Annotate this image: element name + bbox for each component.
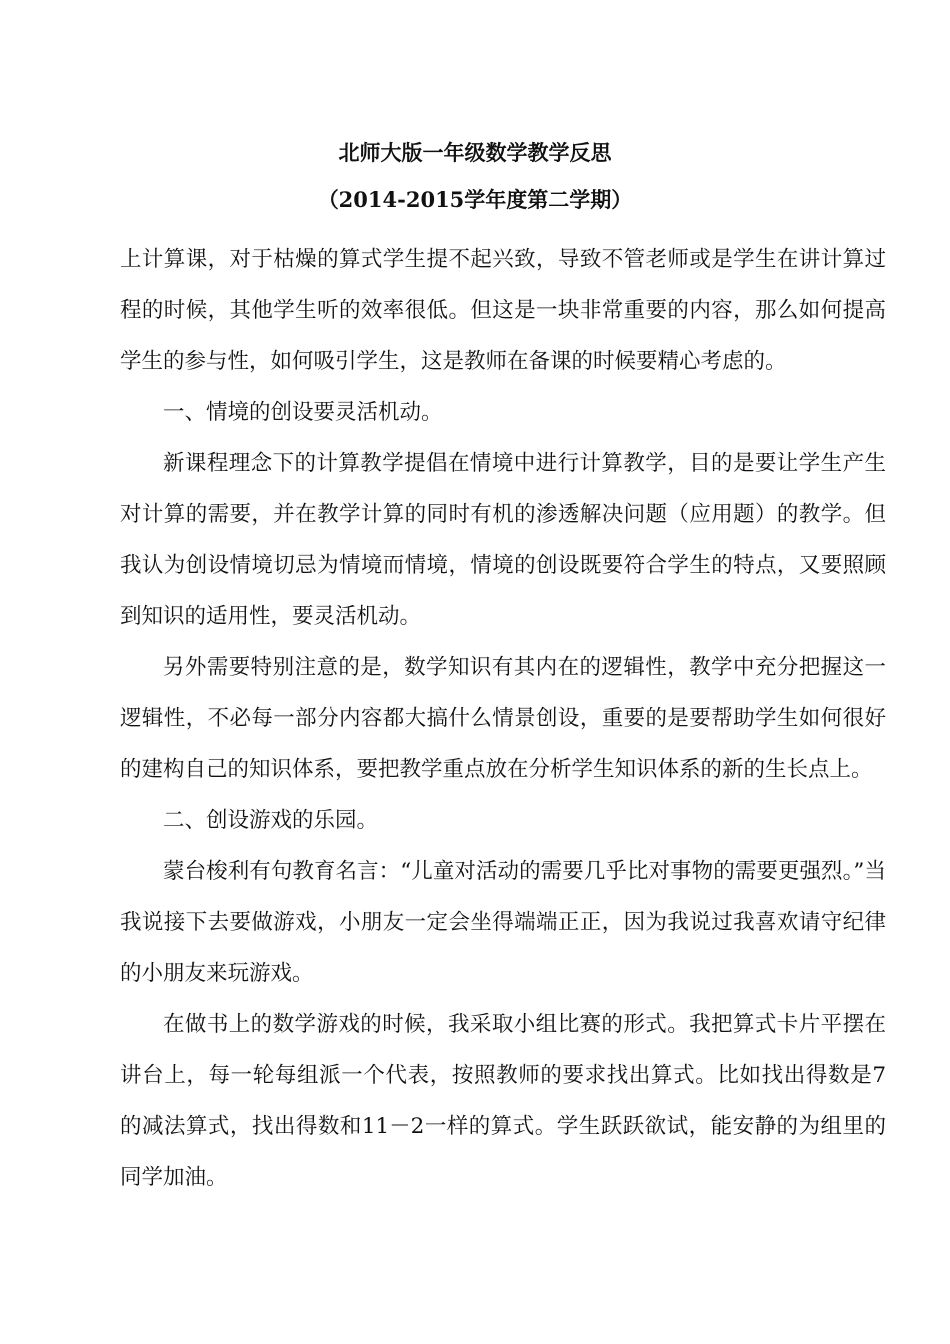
paragraph-section-2: 蒙台梭利有句教育名言：“儿童对活动的需要几乎比对事物的需要更强烈。”当我说接下去要做游戏，小朋友一定会坐得端端正正，因为我说过我喜欢请守纪律的小朋友来玩游戏。 xyxy=(120,859,886,986)
paragraph-section-1: 新课程理念下的计算教学提倡在情境中进行计算教学，目的是要让学生产生对计算的需要，并在教学计算的同时有机的渗透解决问题（应用题）的教学。但我认为创设情境切忌为情境而情境，情境的创设既要符合学生的特点，又要照顾到知识的适用性，要灵活机动。 xyxy=(120,451,886,629)
section-heading-1: 一、情境的创设要灵活机动。 xyxy=(163,400,443,425)
paragraph-section-2-extra: 在做书上的数学游戏的时候，我采取小组比赛的形式。我把算式卡片平摆在讲台上，每一轮每组派一个代表，按照教师的要求找出算式。比如找出得数是7的减法算式，找出得数和11－2一样的算式。学生跃跃欲试，能安静的为组里的同学加油。 xyxy=(120,1012,886,1190)
paragraph-intro: 上计算课，对于枯燥的算式学生提不起兴致，导致不管老师或是学生在讲计算过程的时候，其他学生听的效率很低。但这是一块非常重要的内容，那么如何提高学生的参与性，如何吸引学生，这是教师在备课的时候要精心考虑的。 xyxy=(120,247,886,374)
document-title: 北师大版一年级数学教学反思 xyxy=(338,140,612,165)
paragraph-section-1-extra: 另外需要特别注意的是，数学知识有其内在的逻辑性，教学中充分把握这一逻辑性，不必每一部分内容都大搞什么情景创设，重要的是要帮助学生如何很好的建构自己的知识体系，要把教学重点放在分析学生知识体系的新的生长点上。 xyxy=(120,655,886,782)
section-heading-2: 二、创设游戏的乐园。 xyxy=(163,808,379,833)
document-subtitle: （2014-2015学年度第二学期） xyxy=(317,187,633,212)
document-body xyxy=(120,234,886,1203)
